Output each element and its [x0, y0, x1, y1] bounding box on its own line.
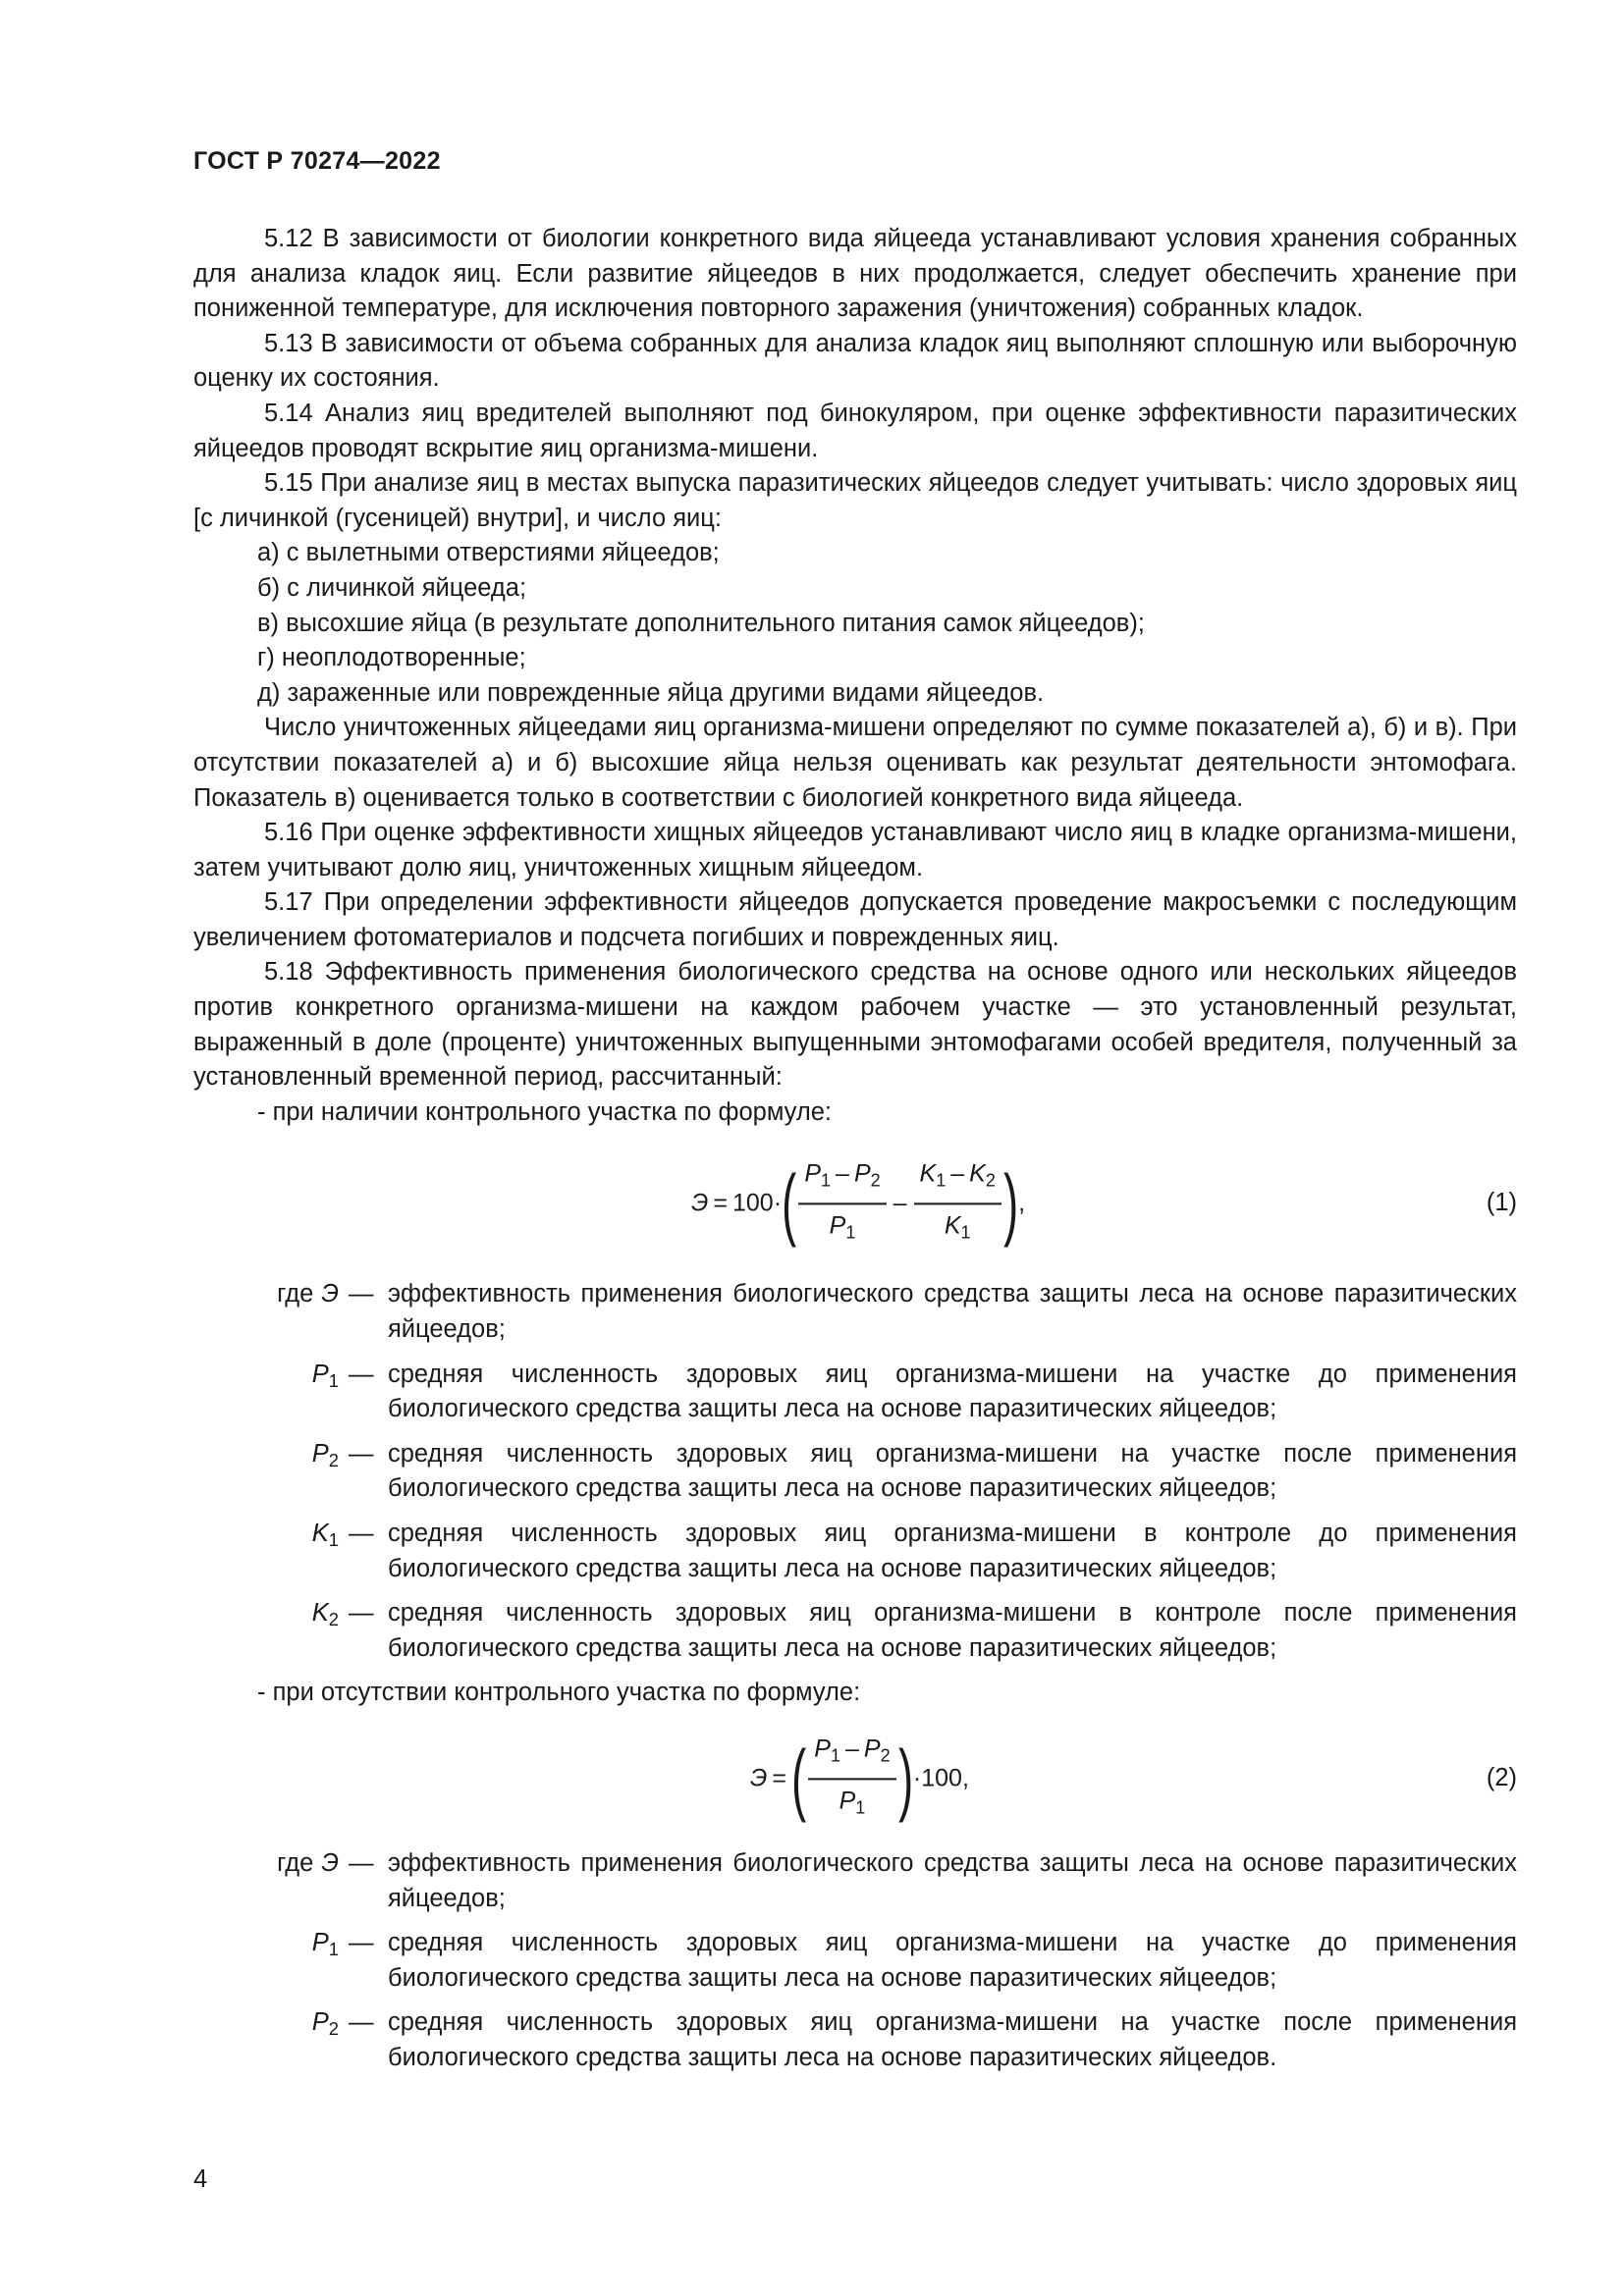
formula-2-dot: · — [912, 1764, 922, 1792]
list-item-a: а) с вылетными отверстиями яйцеедов; — [257, 539, 720, 567]
formula-2-expression — [750, 1732, 969, 1825]
fraction-k — [914, 1157, 1001, 1251]
formula-1-expression — [691, 1157, 1025, 1251]
paragraph-5-17: 5.17 При определении эффективности яйцеедов допускается проведение макросъемки с последующим увеличением фотоматериалов и подсчета погибших и поврежденных яиц. — [193, 888, 1517, 951]
paragraph-5-15-note: Число уничтоженных яйцеедами яиц организма-мишени определяют по сумме показателей а), б) и в). При отсутствии показателей а) и б) высохшие яйца нельзя оценивать как результат деятельности энтомофага. Показатель в) оценивается только в соответствии с биологией конкретного вида яйцееда. — [193, 714, 1517, 812]
definition-item: $P_2$ — средняя численность здоровых яиц организма-мишени на участке после применения биологического средства защиты леса на основе паразитических яйцеедов. — [311, 2008, 1517, 2071]
paragraph-5-14: 5.14 Анализ яиц вредителей выполняют под бинокуляром, при оценке эффективности паразитических яйцеедов проводят вскрытие яиц организма-мишени. — [193, 399, 1517, 462]
fraction-p-denominator: $P_1$ — [829, 1211, 856, 1243]
fraction-p-numerator: $P_1 - P_2$ — [798, 1157, 886, 1205]
formula-1-eq: = — [713, 1189, 728, 1217]
formula-1 — [193, 1130, 1517, 1277]
formula-1-coef: 100 — [731, 1189, 774, 1217]
definition-item: $P_1$ — средняя численность здоровых яиц организма-мишени на участке до применения биологического средства защиты леса на основе паразитических яйцеедов; — [311, 1360, 1517, 1423]
formula-2-tail: 100, — [921, 1764, 969, 1792]
fraction-k-numerator: $K_1 - K_2$ — [914, 1157, 1001, 1205]
definitions-2 — [193, 1846, 1517, 2076]
equation-number-1: (1) — [1486, 1189, 1517, 1217]
fraction-k-denominator: $K_1$ — [944, 1211, 971, 1243]
right-paren: ) — [897, 1733, 913, 1823]
equation-number-2: (2) — [1486, 1764, 1517, 1792]
definition-item: $P_2$ — средняя численность здоровых яиц организма-мишени на участке после применения биологического средства защиты леса на основе паразитических яйцеедов; — [311, 1439, 1517, 1503]
case-with-control: - при наличии контрольного участка по формуле: — [257, 1097, 832, 1126]
definitions-1 — [193, 1277, 1517, 1666]
document-header: ГОСТ Р 70274—2022 — [193, 147, 441, 175]
formula-1-dot: · — [773, 1189, 783, 1217]
formula-1-minus: – — [893, 1189, 907, 1217]
paragraph-5-18: 5.18 Эффективность применения биологического средства на основе одного или нескольких яйцеедов против конкретного организма-мишени на каждом рабочем участке — это установленный результат, выраженный в доле (проценте) уничтоженных выпущенными энтомофагами особей вредителя, полученный за установленный временной период, рассчитанный: — [193, 958, 1517, 1092]
list-item-v: в) высохшие яйца (в результате дополнительного питания самок яйцеедов); — [257, 609, 1145, 637]
list-item-d: д) зараженные или поврежденные яйца другими видами яйцеедов. — [257, 678, 1045, 707]
paragraph-5-15: 5.15 При анализе яиц в местах выпуска паразитических яйцеедов следует учитывать: число здоровых яиц [с личинкой (гусеницей) внутри], и число яиц: — [193, 469, 1517, 532]
definition-item: $K_1$ — средняя численность здоровых яиц организма-мишени в контроле до применения биологического средства защиты леса на основе паразитических яйцеедов; — [311, 1520, 1517, 1582]
left-paren: ( — [782, 1158, 797, 1249]
document-body — [193, 222, 1517, 2086]
list-item-b: б) с личинкой яйцееда; — [257, 573, 527, 602]
formula-1-comma: , — [1018, 1189, 1026, 1217]
right-paren: ) — [1003, 1158, 1019, 1249]
fraction-p-denominator: $P_1$ — [839, 1786, 866, 1817]
definition-item: $P_1$ — средняя численность здоровых яиц организма-мишени на участке до применения биологического средства защиты леса на основе паразитических яйцеедов; — [311, 1929, 1517, 1992]
paragraph-5-13: 5.13 В зависимости от объема собранных для анализа кладок яиц выполняют сплошную или выборочную оценку их состояния. — [193, 329, 1517, 393]
paragraph-5-16: 5.16 При оценке эффективности хищных яйцеедов устанавливают число яиц в кладке организма-мишени, затем учитывают долю яиц, уничтоженных хищным яйцеедом. — [193, 819, 1517, 881]
formula-2 — [193, 1711, 1517, 1846]
formula-2-eq: = — [772, 1764, 786, 1792]
fraction-p — [798, 1157, 886, 1251]
fraction-p-numerator: $P_1 - P_2$ — [808, 1732, 895, 1780]
case-without-control: - при отсутствии контрольного участка по формуле: — [257, 1679, 861, 1707]
paragraph-5-12: 5.12 В зависимости от биологии конкретного вида яйцееда устанавливают условия хранения собранных для анализа кладок яиц. Если развитие яйцеедов в них продолжается, следует обеспечить хранение при пониженной температуре, для исключения повторного заражения (уничтожения) собранных кладок. — [193, 225, 1517, 323]
definition-item: где Э — эффективность применения биологического средства защиты леса на основе паразитических яйцеедов; — [277, 1848, 1517, 1912]
formula-2-lhs: Э — [750, 1764, 768, 1792]
page-number: 4 — [193, 2165, 208, 2193]
left-paren: ( — [791, 1733, 807, 1823]
definition-item: $K_2$ — средняя численность здоровых яиц организма-мишени в контроле после применения биологического средства защиты леса на основе паразитических яйцеедов; — [311, 1599, 1517, 1662]
list-item-g: г) неоплодотворенные; — [257, 644, 526, 672]
definition-item: где Э — эффективность применения биологического средства защиты леса на основе паразитических яйцеедов; — [277, 1280, 1517, 1344]
formula-1-lhs: Э — [691, 1189, 709, 1217]
fraction-p — [808, 1732, 895, 1825]
